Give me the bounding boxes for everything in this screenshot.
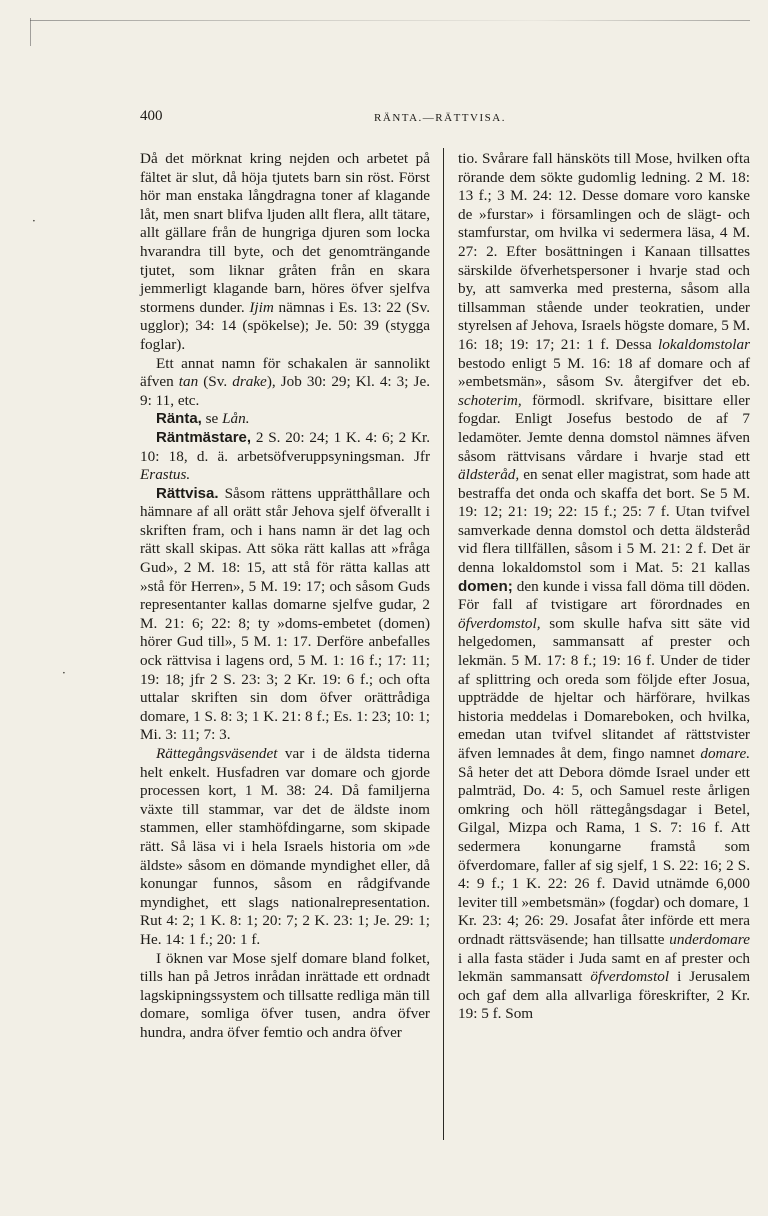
term-domen: domen; [458,577,513,595]
column-divider [443,148,444,1140]
term-ijim: Ijim [249,298,274,316]
scan-border-line [30,20,750,21]
headword-rantmastare: Räntmästare, [156,428,252,446]
term-lokaldomstolar: lokaldomstolar [658,335,750,353]
entry-rantmastare: Räntmästare, 2 S. 20: 24; 1 K. 4: 6; 2 Kr. 10: 18, d. ä. arbetsöfveruppsyningsman. Jfr Erastus. [140,428,430,484]
term-drake: drake [232,373,267,391]
paragraph-moses-judges: I öknen var Mose sjelf domare bland folket, tills han på Jetros inrådan inrättade ett ordnadt lagskipningssystem och tillsatte redliga män till domare, somliga öfver tusen, andra öfver hundra, andra öfver femtio och andra öfver [140,949,430,1041]
term-schoterim: schoterim, [458,391,522,409]
headword-ranta: Ränta, [156,410,202,428]
term-aldsterad: äldsteråd, [458,466,520,484]
term-underdomare: underdomare [669,930,750,948]
page-header [140,108,740,128]
right-column [458,150,750,1024]
paragraph-rattegangsvasendet: Rättegångsväsendet var i de äldsta tiderna helt enkelt. Husfadren var domare och gjorde processen kort, 1 M. 38: 24. Då familjerna växte till stammar, var det de äldste inom stammen, eller stamhöfdingarne, som skipade rätt. Så läsa vi i hela Israels historia om »de äldste» såsom en dömande myndighet eller, då konungar funnos, såsom en rådgifvande myndighet, ett slags nationalrepresentation. Rut 4: 2; 1 K. 8: 1; 20: 7; 2 K. 23: 1; Je. 29: 1; He. 14: 1 f.; 20: 1 f. [140,745,430,948]
term-domare: domare. [700,745,750,762]
paragraph-jackal-howl: Då det mörknat kring nejden och arbetet på fältet är slut, då höja tjutets barn sin röst. Först hör man enstaka långdragna toner af klagande låt, men snart blifva ljuden allt flera, allt tätare, allt gällare från de hungriga djuren som locka hvarandra till byte, och det genomträngande tjutet, som liknar gråten från en skara jemmerligt klagande barn, höres öfver sjelfva stormens dunder. Ijim nämnas i Es. 13: 22 (Sv. ugglor); 34: 14 (spökelse); Je. 50: 39 (stygga foglar). [140,150,430,353]
margin-speck-mark: · [62,666,66,680]
running-head: RÄNTA.—RÄTTVISA. [374,112,506,124]
paragraph-tan: Ett annat namn för schakalen är sannolikt äfven tan (Sv. drake), Job 30: 29; Kl. 4: 3; Je. 9: 11, etc. [140,354,430,409]
cross-ref-lan: Lån. [222,410,250,428]
entry-rattvisa: Rättvisa. Såsom rättens upprätthållare och hämnare af all orätt står Jehova sjelf öfverallt i skriften fram, och i hans namn är det lag och rätt skall skipas. Att söka rätt kallas att »fråga Gud», 2 M. 18: 15, att stå för rätta kallas att »stå för Herren», 5 M. 19: 17; och såsom Guds representanter kallas domarne sjelfve gudar, 2 M. 21: 6; 22: 8; ty »doms-embetet (domen) hörer Gud till», 5 M. 1: 17. Derföre anbefalles ock rättvisa i lagens ord, 5 M. 1: 16 f.; 17: 11; 19: 18; jfr 2 S. 23: 3; 2 Kr. 19: 6 f.; och ofta uttalar skriften sin dom öfver orättrådiga domare, 1 S. 8: 3; 1 K. 21: 8 f.; Es. 1: 23; 10: 1; Mi. 3: 11; 7: 3. [140,484,430,744]
term-tan: tan [178,373,199,391]
term-ofverdomstol-jerusalem: öfverdomstol [590,968,670,986]
paragraph-judicial-history: tio. Svårare fall hänsköts till Mose, hvilken ofta rörande dem sökte gudomlig ledning. 2 M. 18: 13 f.; 3 M. 24: 12. Desse domare voro kanske de »furstar» i församlingen och de slägt- och stamfurstar, om hvilka vi sedermera läsa, 4 M. 27: 2. Efter bosättningen i Kanaan tillsattes särskilde öfverhetspersoner i hvarje stad och by, att samverka med presterna, såsom alla tillsamman stående under teokratien, under styrelsen af Jehova, Israels högste domare, 5 M. 16: 18; 19: 17; 21: 1 f. Dessa lokaldomstolar bestodo enligt 5 M. 16: 18 af domare och af »embetsmän», såsom Sv. återgifver det eb. schoterim, förmodl. skrifvare, bisittare eller fogdar. Enligt Josefus bestodo de af 7 ledamöter. Jemte denna domstol nämnes äfven såsom rättvisans vårdare i hvarje stad ett äldsteråd, en senat eller magistrat, som hade att bestraffa det onda och skaffa det bort. Se 5 M. 19: 12; 21: 19; 22: 15 f.; 25: 7 f. Utan tvifvel samverkade denna domstol och detta äldsteråd vid flera tillfällen, såsom i 5 M. 21: 2 f. Det är denna lokaldomstol som i Mat. 5: 21 kallas domen; den kunde i vissa fall döma till döden. För fall af tvistigare art förordnades en öfverdomstol, som skulle hafva sitt säte vid helgedomen, sammansatt af prester och lekmän. 5 M. 17: 8 f.; 19: 16 f. Under de tider af splittring och oreda som följde efter Josua, uppträdde de hjeltar och härförare, hvilkas historia meddelas i Domareboken, och hvilka, emedan utan tvifvel slitandet af rättstvister äfven lemnades åt dem, fingo namnet domare. Så heter det att Debora dömde Israel under ett palmträd, Do. 4: 5, och Samuel reste årligen omkring och höll rättegångsdagar i Betel, Gilgal, Mizpa och Rama, 1 S. 7: 16 f. Att sedermera konungarne framstå som öfverdomare, faller af sig sjelf, 1 S. 22: 16; 2 S. 4: 9 f.; 1 K. 22: 26 f. David utnämde 6,000 leviter till »embetsmän» (fogdar) och domare, 1 Kr. 23: 4; 26: 29. Josafat åter införde ett mera ordnadt rättsväsende; han tillsatte underdomare i alla fasta städer i Juda samt en af prester och lekmän sammansatt öfverdomstol i Jerusalem och gaf dem alla allvarliga föreskrifter, 2 Kr. 19: 5 f. Som [458,150,751,1023]
entry-ranta: Ränta, se Lån. [156,410,250,428]
page-number: 400 [140,108,163,124]
margin-speck-mark: · [32,214,36,228]
term-rattegangsvasendet: Rättegångsväsendet [156,745,278,762]
scan-border-edge [30,18,31,46]
left-column [140,150,430,1043]
headword-rattvisa: Rättvisa. [156,484,219,502]
term-ofverdomstol: öfverdomstol, [458,614,541,632]
cross-ref-erastus: Erastus. [140,466,191,484]
